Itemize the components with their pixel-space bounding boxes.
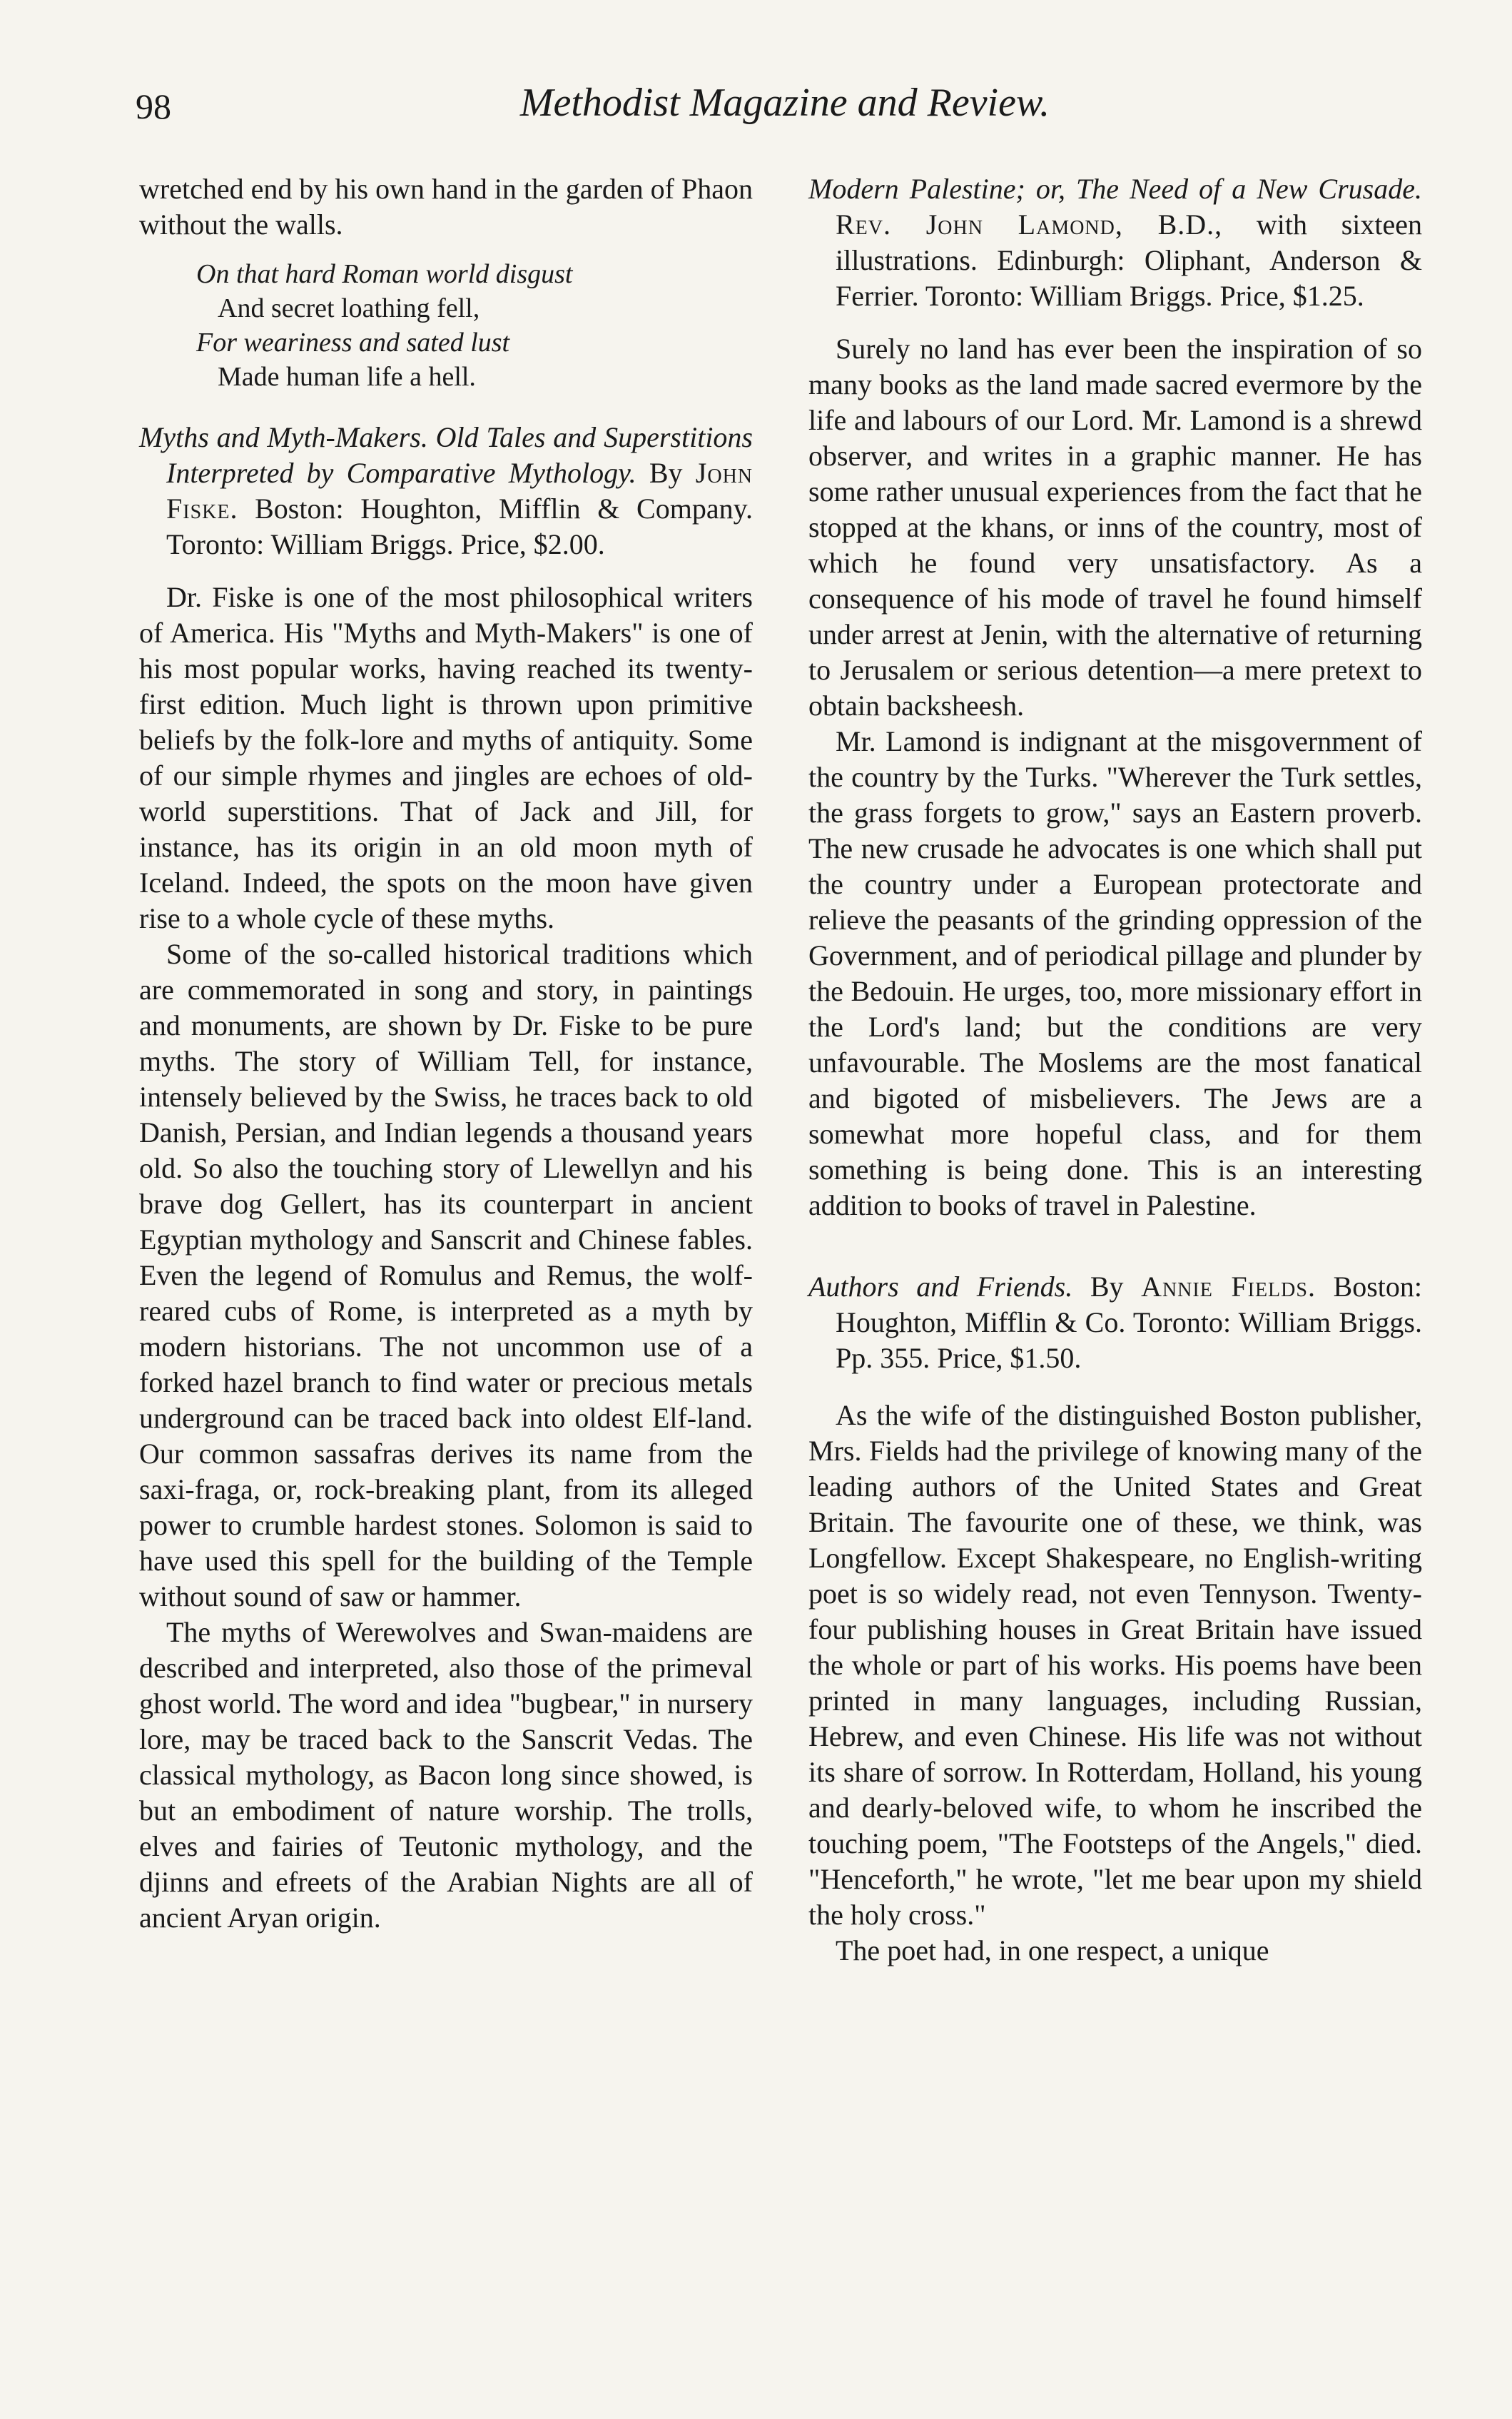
- poem-line: On that hard Roman world disgust: [196, 259, 573, 289]
- book-author: John Fiske.: [166, 457, 754, 525]
- book-publisher: Boston: Houghton, Mifflin & Co. Toronto: William Briggs. Pp. 355. Price, $1.50.: [836, 1271, 1422, 1374]
- book-publisher: Boston: Houghton, Mifflin & Company. Toronto: William Briggs. Price, $2.00.: [166, 493, 754, 560]
- book-author: Annie Fields.: [1141, 1271, 1316, 1303]
- book-title: Authors and Friends.: [808, 1271, 1073, 1303]
- poem-stanza: [196, 257, 753, 394]
- right-column: [808, 171, 1422, 1969]
- review-paragraph: Some of the so-called historical traditions which are commemorated in song and story, in paintings and monuments, are shown by Dr. Fiske to be pure myths. The story of William Tell, for instance, intensely believed by the Swiss, he traces back to old Danish, Persian, and Indian legends a thousand years old. So also the touching story of Llewellyn and his brave dog Gellert, has its counterpart in ancient Egyptian mythology and Sanscrit and Chinese fables. Even the legend of Romulus and Remus, the wolf-reared cubs of Rome, is interpreted as a myth by modern historians. The not uncommon use of a forked hazel branch to find water or precious metals underground can be traced back into oldest Elf-land. Our common sassafras derives its name from the saxi-fraga, or, rock-breaking plant, from its alleged power to crumble hardest stones. Solomon is said to have used this spell for the building of the Temple without sound of saw or hammer.: [139, 938, 753, 1612]
- running-title: Methodist Magazine and Review.: [519, 81, 1050, 125]
- review-paragraph: The poet had, in one respect, a unique: [836, 1934, 1269, 1966]
- by-word: By: [649, 457, 683, 489]
- review-heading-myths: [139, 420, 753, 562]
- review-paragraph: Mr. Lamond is indignant at the misgovernment of the country by the Turks. "Wherever the Turk settles, the grass forgets to grow," says an Eastern proverb. The new crusade he advocates is one which shall put the country under a European protectorate and relieve the peasants of the grinding oppression of the Government, and of periodical pillage and plunder by the Bedouin. He urges, too, more missionary effort in the Lord's land; but the conditions are very unfavourable. The Moslems are the most fanatical and bigoted of misbelievers. The Jews are a somewhat more hopeful class, and for them something is being done. This is an interesting addition to books of travel in Palestine.: [808, 725, 1422, 1221]
- continued-text: wretched end by his own hand in the garden of Phaon without the walls.: [139, 173, 753, 241]
- poem-line: Made human life a hell.: [218, 362, 476, 392]
- review-heading-palestine: [808, 171, 1422, 314]
- by-word: By: [1090, 1271, 1124, 1303]
- book-author: Rev. John Lamond, B.D.,: [836, 208, 1223, 241]
- page-header: [136, 80, 1434, 137]
- poem-line: For weariness and sated lust: [196, 328, 510, 358]
- poem-line: And secret loathing fell,: [218, 293, 480, 323]
- page-number: 98: [136, 86, 171, 126]
- review-paragraph: Surely no land has ever been the inspiration of so many books as the land made sacred evermore by the life and labours of our Lord. Mr. Lamond is a shrewd observer, and writes in a graphic manner. He has some rather unusual experiences from the fact that he stopped at the khans, or inns of the country, most of which he found very unsatisfactory. As a consequence of his mode of travel he found himself under arrest at Jenin, with the alternative of returning to Jerusalem or serious detention—a mere pretext to obtain backsheesh.: [808, 333, 1422, 722]
- review-paragraph: The myths of Werewolves and Swan-maidens are described and interpreted, also those of the primeval ghost world. The word and idea "bugbear," in nursery lore, may be traced back to the Sanscrit Vedas. The classical mythology, as Bacon long since showed, is but an embodiment of nature worship. The trolls, elves and fairies of Teutonic mythology, and the djinns and efreets of the Arabian Nights are all of ancient Aryan origin.: [139, 1616, 753, 1934]
- review-heading-authors: [808, 1269, 1422, 1376]
- book-title: Myths and Myth-Makers. Old Tales and Superstitions Interpreted by Comparative Mythology.: [139, 421, 753, 489]
- book-details: with sixteen illustrations. Edinburgh: Oliphant, Anderson & Ferrier. Toronto: William Briggs. Price, $1.25.: [836, 208, 1423, 312]
- left-column: [139, 171, 753, 1936]
- review-paragraph: As the wife of the distinguished Boston publisher, Mrs. Fields had the privilege of knowing many of the leading authors of the United States and Great Britain. The favourite one of these, we think, was Longfellow. Except Shakespeare, no English-writing poet is so widely read, not even Tennyson. Twenty-four publishing houses in Great Britain have issued the whole or part of his works. His poems have been printed in many languages, including Russian, Hebrew, and even Chinese. His life was not without its share of sorrow. In Rotterdam, Holland, his young and dearly-beloved wife, to whom he inscribed the touching poem, "The Footsteps of the Angels," died. "Henceforth," he wrote, "let me bear upon my shield the holy cross.": [808, 1399, 1422, 1931]
- review-paragraph: Dr. Fiske is one of the most philosophical writers of America. His "Myths and Myth-Makers" is one of his most popular works, having reached its twenty-first edition. Much light is thrown upon primitive beliefs by the folk-lore and myths of antiquity. Some of our simple rhymes and jingles are echoes of old-world superstitions. That of Jack and Jill, for instance, has its origin in an old moon myth of Iceland. Indeed, the spots on the moon have given rise to a whole cycle of these myths.: [139, 581, 753, 934]
- book-title: Modern Palestine; or, The Need of a New Crusade.: [808, 173, 1422, 205]
